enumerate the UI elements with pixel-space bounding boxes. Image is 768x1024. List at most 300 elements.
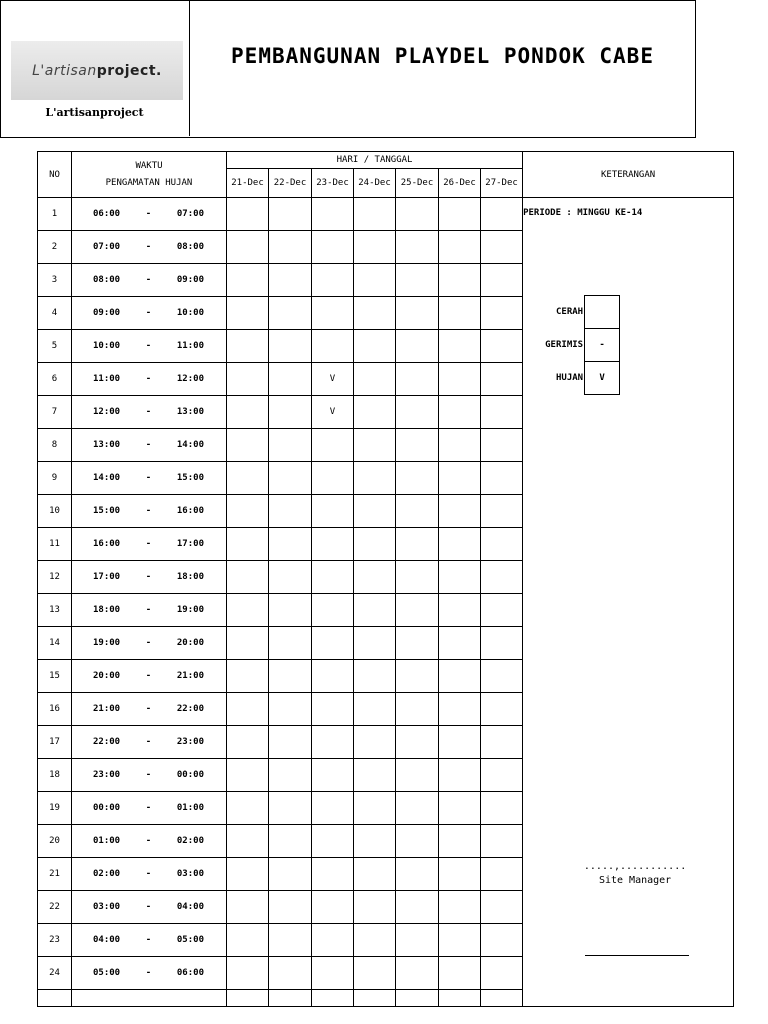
rain-mark-cell [227,363,269,396]
condition-value [585,296,620,329]
time-dash: - [145,935,152,945]
rain-mark-cell [439,594,481,627]
rain-mark-cell [227,891,269,924]
rain-mark-cell [354,627,396,660]
condition-row [523,296,620,329]
rain-mark-cell [269,957,312,990]
rain-mark-cell [481,363,523,396]
rain-mark-cell [227,231,269,264]
time-end: 18:00 [176,572,204,582]
date-header: 23-Dec [312,169,354,198]
condition-label: HUJAN [555,373,584,383]
rain-mark-cell [354,363,396,396]
row-number: 14 [38,627,72,660]
time-start: 23:00 [93,770,121,780]
rain-mark-cell [439,891,481,924]
rain-mark-cell [227,297,269,330]
col-waktu-header: WAKTU PENGAMATAN HUJAN [72,152,227,198]
rain-mark-cell [227,429,269,462]
condition-label: GERIMIS [545,340,584,350]
rain-mark-cell [312,726,354,759]
rain-mark-cell [396,693,439,726]
rain-mark-cell [439,462,481,495]
rain-mark-cell [481,561,523,594]
rain-mark-cell [312,825,354,858]
rain-mark-cell [227,726,269,759]
rain-mark-cell [354,429,396,462]
time-start: 17:00 [93,572,121,582]
rain-mark-cell [439,363,481,396]
time-range [72,429,227,462]
rain-mark-cell [439,297,481,330]
time-range [72,396,227,429]
time-end: 05:00 [176,935,204,945]
empty-cell [439,990,481,1007]
time-start: 07:00 [93,242,121,252]
rain-mark-cell [396,957,439,990]
time-end: 06:00 [176,968,204,978]
time-start: 11:00 [93,374,121,384]
rain-mark-cell [481,792,523,825]
time-start: 06:00 [93,209,121,219]
rain-mark-cell [396,528,439,561]
time-end: 19:00 [176,605,204,615]
rain-mark-cell [269,693,312,726]
rain-mark-cell [269,231,312,264]
time-start: 03:00 [93,902,121,912]
rain-mark-cell [227,198,269,231]
row-number: 23 [38,924,72,957]
time-end: 03:00 [176,869,204,879]
time-end: 10:00 [176,308,204,318]
condition-value: - [585,329,620,362]
time-range [72,825,227,858]
time-dash: - [145,506,152,516]
time-dash: - [145,242,152,252]
time-start: 21:00 [93,704,121,714]
rain-mark-cell [227,924,269,957]
row-number: 16 [38,693,72,726]
time-dash: - [145,770,152,780]
time-dash: - [145,704,152,714]
time-dash: - [145,671,152,681]
rain-mark-cell [312,594,354,627]
rain-mark-cell [312,462,354,495]
rain-mark-cell [481,957,523,990]
rain-mark-cell [269,264,312,297]
rain-mark-cell [439,660,481,693]
rain-mark-cell [354,495,396,528]
rain-mark-cell [481,825,523,858]
time-range [72,726,227,759]
time-start: 19:00 [93,638,121,648]
rain-mark-cell [396,627,439,660]
rain-mark-cell [354,957,396,990]
rain-mark-cell [439,495,481,528]
rain-mark-cell [312,495,354,528]
signature-date: .....,........... [583,861,687,872]
rain-mark-cell [481,495,523,528]
rain-mark-cell [439,264,481,297]
time-dash: - [145,968,152,978]
time-end: 21:00 [176,671,204,681]
time-dash: - [145,275,152,285]
rain-mark-cell [481,198,523,231]
empty-cell [481,990,523,1007]
rain-mark-cell [269,561,312,594]
rain-mark-cell [396,363,439,396]
time-range [72,561,227,594]
rain-mark-cell [439,528,481,561]
rain-mark-cell [269,462,312,495]
rain-mark-cell [354,264,396,297]
table-row [38,198,734,231]
rain-mark-cell [269,330,312,363]
rain-mark-cell [481,627,523,660]
col-no-header: NO [38,152,72,198]
time-end: 16:00 [176,506,204,516]
rain-mark-cell [481,297,523,330]
rain-mark-cell [227,462,269,495]
row-number: 4 [38,297,72,330]
rain-mark-cell [354,792,396,825]
rain-mark-cell [439,198,481,231]
row-number: 22 [38,891,72,924]
time-dash: - [145,572,152,582]
rain-mark-cell [396,396,439,429]
empty-cell [269,990,312,1007]
time-range [72,330,227,363]
rain-mark-cell [439,627,481,660]
rain-mark-cell [227,957,269,990]
rain-mark-cell [354,297,396,330]
rain-mark-cell [481,726,523,759]
time-dash: - [145,803,152,813]
rain-mark-cell [312,858,354,891]
time-dash: - [145,638,152,648]
time-range [72,759,227,792]
rain-mark-cell [354,825,396,858]
time-start: 18:00 [93,605,121,615]
rain-mark-cell [312,792,354,825]
rain-mark-cell [354,528,396,561]
rain-mark-cell [481,759,523,792]
row-number: 17 [38,726,72,759]
time-start: 22:00 [93,737,121,747]
row-number: 9 [38,462,72,495]
signature-line [585,955,689,956]
rain-mark-cell [227,330,269,363]
rain-mark-cell [312,660,354,693]
rain-mark-cell [312,330,354,363]
rain-mark-cell [312,528,354,561]
rain-mark-cell [269,858,312,891]
date-header: 22-Dec [269,169,312,198]
condition-value: V [585,362,620,395]
rain-mark-cell [439,726,481,759]
rain-mark-cell [269,594,312,627]
time-start: 13:00 [93,440,121,450]
rain-mark-cell [439,429,481,462]
time-range [72,891,227,924]
time-end: 15:00 [176,473,204,483]
row-number: 6 [38,363,72,396]
keterangan-cell [523,198,734,1007]
project-title: PEMBANGUNAN PLAYDEL PONDOK CABE [231,44,654,68]
time-end: 01:00 [176,803,204,813]
rain-mark-cell [396,924,439,957]
rain-mark-cell [312,561,354,594]
time-start: 05:00 [93,968,121,978]
rain-mark-cell [227,792,269,825]
rain-mark-cell [354,924,396,957]
time-start: 08:00 [93,275,121,285]
time-range [72,924,227,957]
time-range [72,363,227,396]
rain-mark-cell [312,627,354,660]
time-dash: - [145,473,152,483]
document-header [0,0,696,138]
empty-cell [312,990,354,1007]
rain-mark-cell [439,792,481,825]
rain-mark-cell [227,396,269,429]
rain-mark-cell: V [312,363,354,396]
rain-mark-cell [312,264,354,297]
logo-caption: L'artisanproject [45,106,144,119]
rain-mark-cell [269,297,312,330]
rain-mark-cell [227,660,269,693]
time-range [72,627,227,660]
rain-mark-cell [354,759,396,792]
time-range [72,231,227,264]
time-dash: - [145,605,152,615]
rain-mark-cell [312,429,354,462]
rain-mark-cell [227,495,269,528]
rain-mark-cell [439,858,481,891]
rain-mark-cell [481,528,523,561]
rain-mark-cell [354,594,396,627]
row-number: 12 [38,561,72,594]
time-dash: - [145,407,152,417]
time-range [72,462,227,495]
rain-mark-cell [269,660,312,693]
rain-mark-cell [439,231,481,264]
rain-mark-cell [481,594,523,627]
rain-mark-cell [354,231,396,264]
rain-mark-cell [354,693,396,726]
rain-mark-cell [269,198,312,231]
time-end: 02:00 [176,836,204,846]
logo-cell [0,0,190,136]
rain-mark-cell [269,825,312,858]
time-dash: - [145,374,152,384]
time-dash: - [145,539,152,549]
rain-mark-cell [439,693,481,726]
rain-mark-cell [227,528,269,561]
rain-mark-cell [481,396,523,429]
rain-mark-cell [439,396,481,429]
rain-mark-cell [439,825,481,858]
empty-cell [396,990,439,1007]
row-number: 24 [38,957,72,990]
rain-mark-cell [269,726,312,759]
rain-mark-cell [439,924,481,957]
time-dash: - [145,836,152,846]
rain-mark-cell [396,825,439,858]
rain-mark-cell [269,495,312,528]
row-number: 8 [38,429,72,462]
time-start: 09:00 [93,308,121,318]
time-start: 02:00 [93,869,121,879]
row-number: 7 [38,396,72,429]
row-number: 2 [38,231,72,264]
time-end: 04:00 [176,902,204,912]
rain-mark-cell [312,759,354,792]
rain-mark-cell [396,726,439,759]
time-end: 12:00 [176,374,204,384]
time-end: 00:00 [176,770,204,780]
row-number: 21 [38,858,72,891]
rain-observation-table [37,151,734,1007]
time-start: 10:00 [93,341,121,351]
time-range [72,198,227,231]
signature-role: Site Manager [598,875,672,886]
time-start: 00:00 [93,803,121,813]
condition-row [523,362,620,395]
row-number: 19 [38,792,72,825]
rain-mark-cell [354,198,396,231]
time-end: 14:00 [176,440,204,450]
rain-mark-cell [481,660,523,693]
time-range [72,594,227,627]
rain-mark-cell [396,429,439,462]
rain-mark-cell [439,330,481,363]
time-dash: - [145,308,152,318]
time-end: 17:00 [176,539,204,549]
rain-mark-cell [396,660,439,693]
row-number: 3 [38,264,72,297]
rain-mark-cell [481,330,523,363]
rain-mark-cell [269,792,312,825]
rain-mark-cell [227,594,269,627]
time-end: 23:00 [176,737,204,747]
rain-mark-cell [396,198,439,231]
row-number: 10 [38,495,72,528]
row-number: 13 [38,594,72,627]
rain-mark-cell [312,297,354,330]
col-hari-tanggal-header: HARI / TANGGAL [227,152,523,169]
date-header: 24-Dec [354,169,396,198]
rain-mark-cell [269,396,312,429]
rain-mark-cell [312,924,354,957]
date-header: 21-Dec [227,169,269,198]
rain-mark-cell [439,759,481,792]
time-start: 14:00 [93,473,121,483]
rain-mark-cell [439,957,481,990]
rain-mark-cell [481,858,523,891]
time-end: 20:00 [176,638,204,648]
time-dash: - [145,341,152,351]
time-dash: - [145,440,152,450]
rain-mark-cell [312,693,354,726]
time-range [72,495,227,528]
date-header: 25-Dec [396,169,439,198]
time-dash: - [145,737,152,747]
rain-mark-cell [354,726,396,759]
time-end: 22:00 [176,704,204,714]
row-number: 15 [38,660,72,693]
time-start: 15:00 [93,506,121,516]
rain-mark-cell [269,627,312,660]
rain-mark-cell [481,924,523,957]
rain-mark-cell [481,231,523,264]
rain-mark-cell [396,759,439,792]
rain-mark-cell [269,363,312,396]
time-dash: - [145,869,152,879]
rain-mark-cell [396,297,439,330]
time-end: 11:00 [176,341,204,351]
row-number: 20 [38,825,72,858]
time-dash: - [145,902,152,912]
time-range [72,297,227,330]
rain-mark-cell [354,330,396,363]
rain-mark-cell [227,759,269,792]
rain-mark-cell [481,693,523,726]
rain-mark-cell [354,858,396,891]
time-range [72,528,227,561]
rain-mark-cell [396,264,439,297]
time-start: 12:00 [93,407,121,417]
time-range [72,693,227,726]
rain-mark-cell [312,231,354,264]
time-start: 04:00 [93,935,121,945]
rain-mark-cell [354,462,396,495]
time-start: 16:00 [93,539,121,549]
periode-label: PERIODE : MINGGU KE-14 [523,208,643,218]
rain-mark-cell [481,264,523,297]
empty-cell [354,990,396,1007]
rain-mark-cell [396,462,439,495]
rain-mark-cell [227,561,269,594]
rain-mark-cell [481,462,523,495]
time-end: 13:00 [176,407,204,417]
time-end: 07:00 [176,209,204,219]
rain-mark-cell [439,561,481,594]
empty-cell [38,990,72,1007]
empty-cell [72,990,227,1007]
rain-mark-cell [269,759,312,792]
company-logo [11,41,183,100]
time-range [72,858,227,891]
logo-wordmark: L'artisanproject. [32,63,162,79]
rain-mark-cell [481,891,523,924]
rain-mark-cell [269,891,312,924]
time-range [72,792,227,825]
rain-mark-cell [481,429,523,462]
rain-mark-cell [396,330,439,363]
rain-mark-cell [396,231,439,264]
condition-label: CERAH [555,307,584,317]
col-keterangan-header: KETERANGAN [523,152,734,198]
time-range [72,957,227,990]
date-header: 26-Dec [439,169,481,198]
rain-mark-cell [227,627,269,660]
rain-mark-cell [269,429,312,462]
rain-mark-cell [354,396,396,429]
rain-mark-cell [396,891,439,924]
time-start: 01:00 [93,836,121,846]
rain-mark-cell [396,792,439,825]
